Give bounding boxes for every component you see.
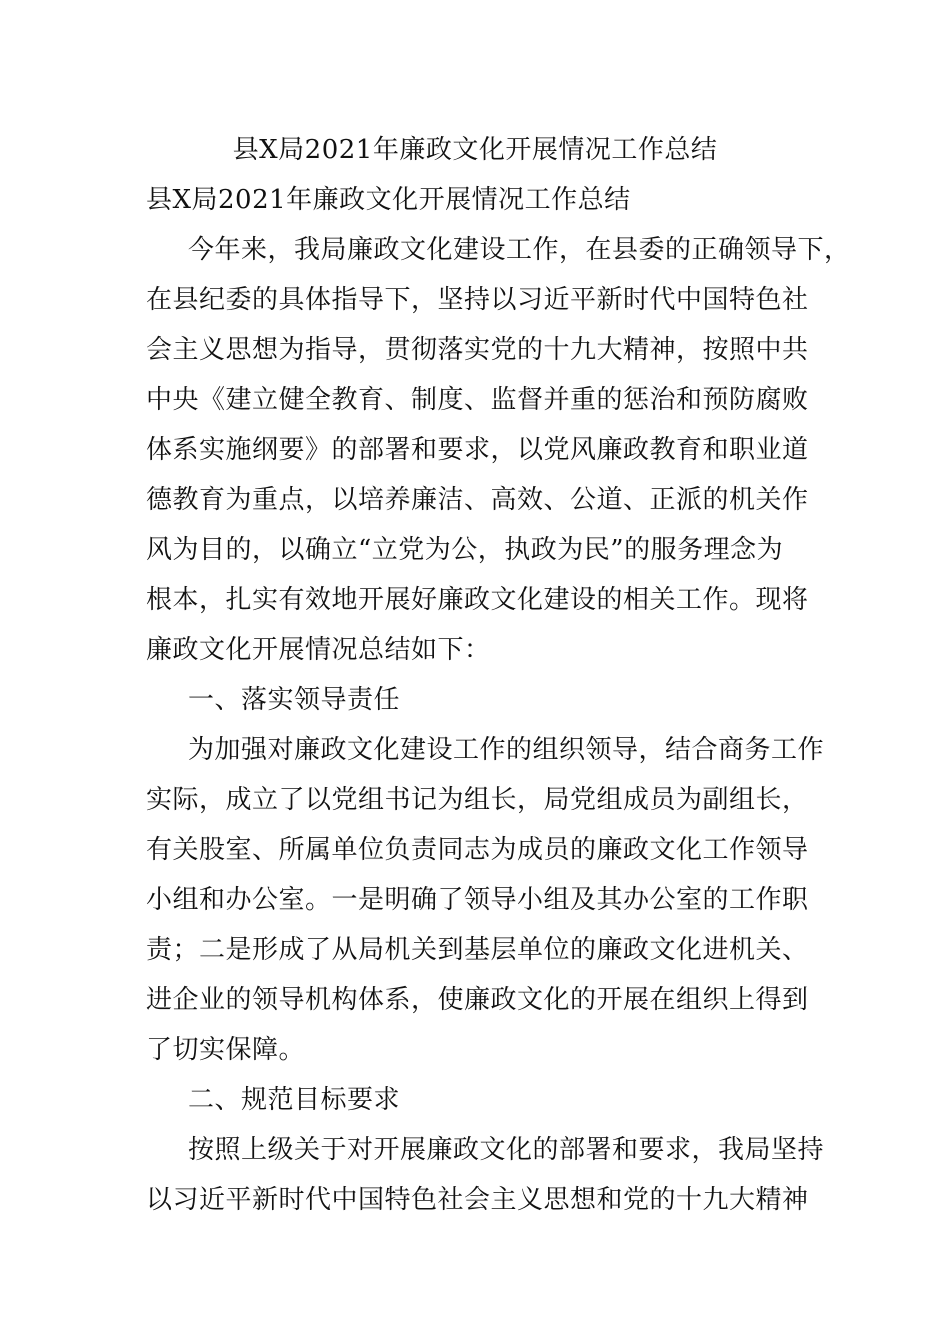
paragraph-line: 为加强对廉政文化建设工作的组织领导，结合商务工作 (188, 735, 825, 765)
paragraph-line: 了切实保障。 (146, 1035, 306, 1065)
paragraph-line: 廉政文化开展情况总结如下： (146, 635, 491, 665)
paragraph-line: 会主义思想为指导，贯彻落实党的十九大精神，按照中共 (146, 335, 809, 365)
paragraph-line: 风为目的，以确立“立党为公，执政为民”的服务理念为 (146, 535, 784, 565)
paragraph-line: 进企业的领导机构体系，使廉政文化的开展在组织上得到 (146, 985, 809, 1015)
paragraph-line: 有关股室、所属单位负责同志为成员的廉政文化工作领导 (146, 835, 809, 865)
section-heading: 二、规范目标要求 (188, 1085, 401, 1115)
paragraph-line: 根本，扎实有效地开展好廉政文化建设的相关工作。现将 (146, 585, 809, 615)
paragraph-line: 体系实施纲要》的部署和要求，以党风廉政教育和职业道 (146, 435, 809, 465)
document-title: 县X局2021年廉政文化开展情况工作总结 (232, 135, 718, 165)
paragraph-line: 德教育为重点，以培养廉洁、高效、公道、正派的机关作 (146, 485, 809, 515)
paragraph-line: 中央《建立健全教育、制度、监督并重的惩治和预防腐败 (146, 385, 809, 415)
section-heading: 一、落实领导责任 (188, 685, 401, 715)
paragraph-line: 实际，成立了以党组书记为组长，局党组成员为副组长， (146, 785, 809, 815)
document-subtitle: 县X局2021年廉政文化开展情况工作总结 (146, 185, 631, 215)
paragraph-line: 在县纪委的具体指导下，坚持以习近平新时代中国特色社 (146, 285, 809, 315)
paragraph-line: 今年来，我局廉政文化建设工作，在县委的正确领导下， (188, 235, 851, 265)
paragraph-line: 责；二是形成了从局机关到基层单位的廉政文化进机关、 (146, 935, 809, 965)
paragraph-line: 小组和办公室。一是明确了领导小组及其办公室的工作职 (146, 885, 809, 915)
paragraph-line: 按照上级关于对开展廉政文化的部署和要求，我局坚持 (188, 1135, 825, 1165)
paragraph-line: 以习近平新时代中国特色社会主义思想和党的十九大精神 (146, 1185, 809, 1215)
